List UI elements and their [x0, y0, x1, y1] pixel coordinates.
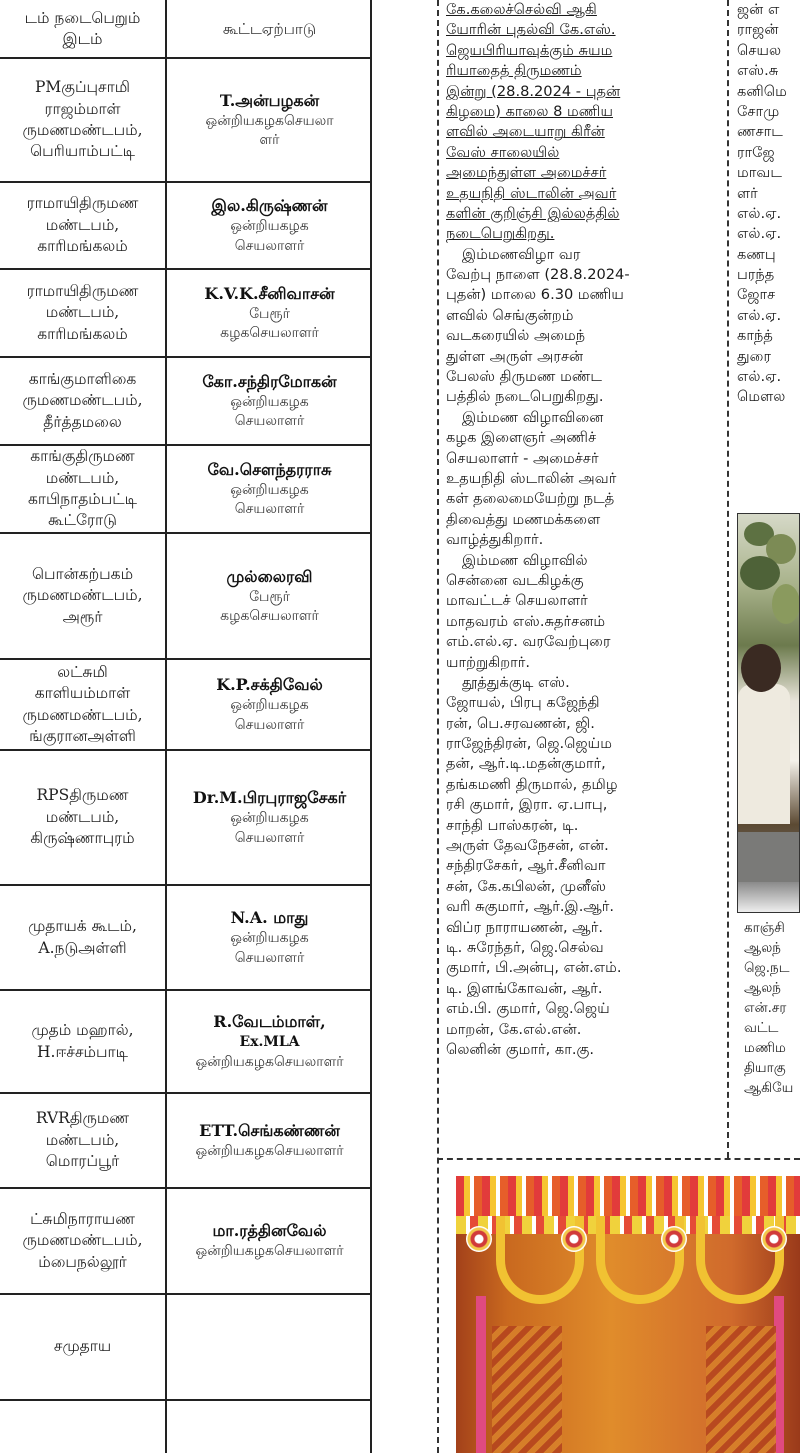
venue-line: காளியம்மாள் — [34, 684, 131, 703]
caption-line: ஆலந் — [744, 940, 781, 956]
table-rule — [0, 749, 372, 751]
article-line: சந்திரசேகர், ஆர்.சீனிவா — [446, 857, 606, 875]
venue-line: ருமணமண்டபம், — [22, 586, 143, 605]
table-row — [0, 357, 372, 445]
article-line: ளவில் செங்குன்றம் — [446, 306, 574, 324]
right-column-line: ஜோச — [737, 286, 776, 304]
organizer-cell — [167, 1188, 372, 1294]
venue-line: முதாயக் கூடம், — [28, 917, 137, 936]
venue-line: முதம் மஹால், — [31, 1021, 134, 1040]
article-line: டி. சுரேந்தர், ஜெ.செல்வ — [446, 938, 604, 956]
table-row — [0, 1093, 372, 1188]
article-line: வாழ்த்துகிறார். — [446, 531, 544, 549]
venue-line: காங்குதிருமண — [30, 447, 135, 466]
organizer-cell — [167, 533, 372, 659]
right-column-line: கனிமெ — [737, 82, 787, 100]
organizer-cell — [167, 1093, 372, 1188]
venue-line: காரிமங்கலம் — [37, 324, 128, 343]
table-row — [0, 269, 372, 357]
organizer-role: செயலாளர் — [234, 829, 305, 846]
table-row — [0, 445, 372, 533]
article-line: தங்கமணி திருமால், தமிழ — [446, 775, 618, 793]
article-line: திவைத்து மணமக்களை — [446, 510, 601, 528]
organizer-role: செயலாளர் — [234, 716, 305, 733]
article-line: சென்னை வடகிழக்கு — [446, 571, 584, 589]
article-line: அமைந்துள்ள அமைச்சர் — [446, 164, 607, 182]
organizer-cell — [167, 750, 372, 885]
venue-cell — [0, 58, 165, 182]
organizer-name: வே.சௌந்தரராசு — [207, 459, 332, 479]
venue-line: தீர்த்தமலை — [43, 412, 122, 431]
article-line: டி. இளங்கோவன், ஆர். — [446, 979, 603, 997]
venue-line: ட்சுமிநாராயண — [30, 1209, 135, 1228]
venue-line: A.நடுஅள்ளி — [38, 938, 127, 957]
section-divider — [437, 1158, 800, 1160]
table-rule — [0, 884, 372, 886]
article-line: ரன், பெ.சரவணன், ஜி. — [446, 714, 595, 732]
organizer-role: ஒன்றியகழக — [230, 810, 309, 827]
organizer-cell — [167, 269, 372, 357]
article-line: தன், ஆர்.டி.மதன்குமார், — [446, 755, 606, 773]
venue-line: H.ஈச்சம்பாடி — [37, 1042, 128, 1061]
organizer-role: ஒன்றியகழக — [230, 393, 309, 410]
table-row — [0, 1294, 372, 1400]
organizer-role: ளர் — [259, 132, 280, 149]
venue-line: மண்டபம், — [45, 1130, 120, 1149]
organizer-cell — [167, 659, 372, 750]
right-column-line: ஜன் எ — [737, 1, 780, 18]
organizer-name: இல.கிருஷ்ணன் — [211, 196, 328, 216]
header-organizer — [167, 0, 372, 58]
table-rule — [0, 57, 372, 59]
article-body — [446, 0, 718, 1060]
article-line: உதயநிதி ஸ்டாலின் அவர் — [446, 469, 617, 487]
right-column-line: மௌல — [737, 388, 786, 406]
organizer-role: செயலாளர் — [234, 413, 305, 430]
venue-line: ராமாயிதிருமண — [26, 194, 139, 213]
table-row — [0, 58, 372, 182]
article-line: உதயநிதி ஸ்டாலின் அவர் — [446, 184, 617, 202]
article-line: ஜோயல், பிரபு கஜேந்தி — [446, 694, 600, 712]
organizer-name: கோ.சந்திரமோகன் — [202, 371, 337, 391]
venue-line: ம்பைநல்லூர் — [38, 1252, 127, 1271]
venue-cell — [0, 659, 165, 750]
caption-line: மணிம — [744, 1040, 786, 1056]
venue-cell — [0, 885, 165, 990]
right-column-line: மாவட — [737, 164, 782, 182]
article-line: ரியாதைத் திருமணம் — [446, 62, 582, 80]
article-line: இன்று (28.8.2024 - புதன் — [446, 82, 621, 100]
article-line: கழக இளைஞர் அணிச் — [446, 429, 597, 447]
organizer-name: Dr.M.பிரபுராஜசேகர் — [192, 788, 347, 808]
venue-line: கிருஷ்ணாபுரம் — [30, 829, 135, 848]
table-row — [0, 533, 372, 659]
venue-line: பெரியாம்பட்டி — [30, 142, 135, 161]
venue-cell — [0, 1188, 165, 1294]
column-divider-right — [727, 0, 729, 1158]
organizer-cell — [167, 885, 372, 990]
right-column-line: ராஜே — [737, 143, 775, 161]
article-line: வேற்பு நாளை (28.8.2024- — [446, 266, 630, 284]
article-line: வடகரையில் அமைந் — [446, 327, 586, 345]
table-row — [0, 182, 372, 269]
article-line: கள் தலைமையேற்று நடத் — [446, 490, 615, 508]
article-line: ளவில் அடையாறு கிரீன் — [446, 123, 605, 141]
venue-line: ங்குரானஅள்ளி — [29, 726, 136, 745]
table-right-rule — [370, 0, 372, 1453]
venue-cell — [0, 357, 165, 445]
table-rule — [0, 532, 372, 534]
venue-line: RVRதிருமண — [35, 1109, 130, 1128]
table-rule — [0, 658, 372, 660]
right-column-line: எல்.ஏ. — [737, 225, 782, 243]
caption-line: ஆலந் — [744, 980, 781, 996]
caption-line: என்.சர — [744, 1000, 787, 1016]
organizer-role: பேரூர் — [249, 305, 290, 322]
venue-line: மொரப்பூர் — [45, 1152, 120, 1171]
table-row — [0, 885, 372, 990]
right-column-line: ளர் — [737, 184, 758, 202]
right-column-line: பரந்த — [737, 266, 775, 284]
table-row — [0, 659, 372, 750]
table-rule — [0, 356, 372, 358]
caption-line: வட்ட — [744, 1020, 779, 1036]
table-row — [0, 990, 372, 1093]
organizer-role: ஒன்றியகழக — [230, 218, 309, 235]
organizer-role: ஒன்றியகழகசெயலாளர் — [195, 1053, 344, 1070]
organizer-name: N.A. மாது — [230, 908, 309, 928]
right-column-line: எல்.ஏ. — [737, 306, 782, 324]
venue-line: PMகுப்புசாமி — [35, 78, 130, 97]
organizer-name: R.வேடம்மாள், — [213, 1012, 326, 1032]
article-line: வரி சுகுமார், ஆர்.இ.ஆர். — [446, 898, 615, 916]
article-line: மாதவரம் எஸ்.சுதர்சனம் — [446, 612, 606, 630]
venue-line: மண்டபம், — [45, 303, 120, 322]
article-line: மாவட்டச் செயலாளர் — [446, 592, 588, 610]
organizer-name: K.P.சக்திவேல் — [216, 675, 323, 695]
article-line: ஜெயபிரியாவுக்கும் சுயம — [446, 41, 613, 59]
organizer-role: ஒன்றியகழக — [230, 930, 309, 947]
article-line: களின் குறிஞ்சி இல்லத்தில் — [446, 204, 620, 222]
table-rule — [0, 1092, 372, 1094]
right-column-text — [737, 0, 800, 408]
table-rule — [0, 1187, 372, 1189]
header-venue-line: டம் நடைபெறும் — [24, 8, 141, 27]
organizer-role: செயலாளர் — [234, 949, 305, 966]
table-rule — [0, 268, 372, 270]
venue-line: கூட்ரோடு — [48, 511, 117, 530]
header-venue-line: இடம் — [62, 30, 103, 48]
venue-cell — [0, 182, 165, 269]
article-line: துள்ள அருள் அரசன் — [446, 347, 584, 365]
venue-cell — [0, 1093, 165, 1188]
organizer-cell — [167, 1294, 372, 1400]
table-rule — [0, 1399, 372, 1401]
venue-cell — [0, 990, 165, 1093]
organizer-cell — [167, 990, 372, 1093]
venue-line: ருமணமண்டபம், — [22, 705, 143, 724]
header-venue — [0, 0, 165, 58]
article-line: செயலாளர் - அமைச்சர் — [446, 449, 599, 467]
right-column-line: ணசாட — [737, 123, 783, 141]
venue-cell — [0, 750, 165, 885]
article-line: சாந்தி பாஸ்கரன், டி. — [446, 816, 579, 834]
venue-cell — [0, 269, 165, 357]
venue-line: காங்குமாளிகை — [28, 369, 137, 388]
venue-line: காரிமங்கலம் — [37, 237, 128, 256]
organizer-name: மா.ரத்தினவேல் — [212, 1221, 327, 1241]
right-column-line: எஸ்.சு — [737, 62, 779, 80]
article-line: இம்மண விழாவில் — [462, 551, 588, 569]
article-line: எம்.பி. குமார், ஜெ.ஜெய் — [446, 1000, 610, 1018]
organizer-role: கழகசெயலாளர் — [220, 608, 319, 625]
organizer-role: செயலாளர் — [234, 237, 305, 254]
right-column-line: சோமு — [737, 102, 780, 120]
organizer-role: செயலாளர் — [234, 501, 305, 518]
article-line: விப்ர நாராயணன், ஆர். — [446, 918, 604, 936]
caption-line: தியாகு — [744, 1060, 786, 1076]
right-column-line: செயல — [737, 41, 782, 59]
organizer-cell — [167, 182, 372, 269]
event-photo — [737, 513, 800, 913]
venue-cell — [0, 445, 165, 533]
organizer-role: ஒன்றியகழக — [230, 697, 309, 714]
wedding-stage-photo — [456, 1176, 800, 1453]
table-row — [0, 750, 372, 885]
table-rule — [0, 444, 372, 446]
article-line: இம்மணவிழா வர — [462, 245, 581, 263]
article-line: இம்மண விழாவினை — [462, 408, 604, 426]
organizer-name: ETT.செங்கண்ணன் — [199, 1120, 340, 1140]
venue-line: ராமாயிதிருமண — [26, 281, 139, 300]
venue-line: ராஜம்மாள் — [44, 99, 121, 118]
article-line: தூத்துக்குடி எஸ். — [462, 673, 570, 691]
organizer-cell — [167, 58, 372, 182]
organizer-role: பேரூர் — [249, 588, 290, 605]
organizer-name: K.V.K.சீனிவாசன் — [204, 283, 335, 303]
right-column-line: எல்.ஏ. — [737, 204, 782, 222]
organizer-role: ஒன்றியகழக — [230, 481, 309, 498]
venue-cell — [0, 533, 165, 659]
venue-line: ருமணமண்டபம், — [22, 121, 143, 139]
organizer-role: கழகசெயலாளர் — [220, 325, 319, 342]
table-rule — [0, 181, 372, 183]
table-rule — [0, 989, 372, 991]
venue-line: காபிநாதம்பட்டி — [28, 490, 137, 508]
venue-line: அரூர் — [62, 607, 103, 626]
right-column-line: காந்த் — [737, 327, 773, 345]
article-line: பேலஸ் திருமண மண்ட — [446, 368, 603, 386]
photo-caption — [744, 918, 800, 1098]
organizer-name: முல்லைரவி — [226, 566, 313, 586]
table-column-rule — [165, 0, 167, 1453]
caption-line: ஜெ.நட — [744, 960, 790, 976]
article-line: கிழமை) காலை 8 மணிய — [446, 102, 613, 120]
organizer-role: ஒன்றியகழகசெயலாளர் — [195, 1142, 344, 1159]
article-line: மாறன், கே.எல்.என். — [446, 1020, 582, 1038]
article-line: யாற்றுகிறார். — [446, 653, 531, 671]
venue-line: சமுதாய — [53, 1337, 112, 1356]
right-column-line: கணபு — [737, 245, 776, 263]
article-line: ராஜேந்திரன், ஜெ.ஜெய்ம — [446, 735, 612, 753]
organizer-role: ஒன்றியகழகசெயலாளர் — [195, 1243, 344, 1260]
venue-line: மண்டபம், — [45, 215, 120, 234]
table-row — [0, 1188, 372, 1294]
article-line: கே.கலைச்செல்வி ஆகி — [446, 1, 597, 18]
article-line: அருள் தேவநேசன், என். — [446, 837, 609, 855]
article-line: ரசி குமார், இரா. ஏ.பாபு, — [446, 796, 608, 814]
article-line: எம்.எல்.ஏ. வரவேற்புரை — [446, 633, 611, 651]
table-rule — [0, 1293, 372, 1295]
caption-line: காஞ்சி — [744, 920, 785, 936]
venue-line: மண்டபம், — [45, 807, 120, 826]
right-column-line: ராஜன் — [737, 21, 779, 39]
caption-line: ஆகியே — [744, 1080, 794, 1096]
article-line: வேஸ் சாலையில் — [446, 143, 560, 161]
venue-line: மண்டபம், — [45, 468, 120, 487]
article-line: குமார், பி.அன்பு, என்.எம். — [446, 959, 622, 977]
right-column-line: எல்.ஏ. — [737, 368, 782, 386]
venue-line: RPSதிருமண — [36, 786, 129, 805]
organizer-role: ஒன்றியகழகசெயலா — [205, 112, 334, 129]
article-line: யோரின் புதல்வி கே.எஸ். — [446, 21, 616, 39]
article-line: சன், கே.கபிலன், முனீஸ் — [446, 877, 607, 895]
article-line: பத்தில் நடைபெறுகிறது. — [446, 388, 604, 406]
header-organizer-line: கூட்டஏற்பாடு — [222, 19, 317, 38]
venue-line: லட்சுமி — [57, 662, 108, 681]
article-line: நடைபெறுகிறது. — [446, 225, 555, 243]
right-column-line: துரை — [737, 347, 772, 365]
venue-line: ருமணமண்டபம், — [22, 1231, 143, 1250]
venue-line: ருமணமண்டபம், — [22, 391, 143, 410]
organizer-cell — [167, 445, 372, 533]
column-divider-left — [437, 0, 439, 1453]
organizer-cell — [167, 357, 372, 445]
organizer-name: T.அன்பழகன் — [219, 90, 320, 110]
table-header — [0, 0, 372, 58]
venue-line: பொன்கற்பகம் — [31, 564, 134, 583]
article-line: லெனின் குமார், கா.கு. — [446, 1040, 594, 1058]
article-line: புதன்) மாலை 6.30 மணிய — [446, 286, 624, 304]
organizer-extra: Ex.MLA — [239, 1034, 300, 1051]
venue-cell — [0, 1294, 165, 1400]
